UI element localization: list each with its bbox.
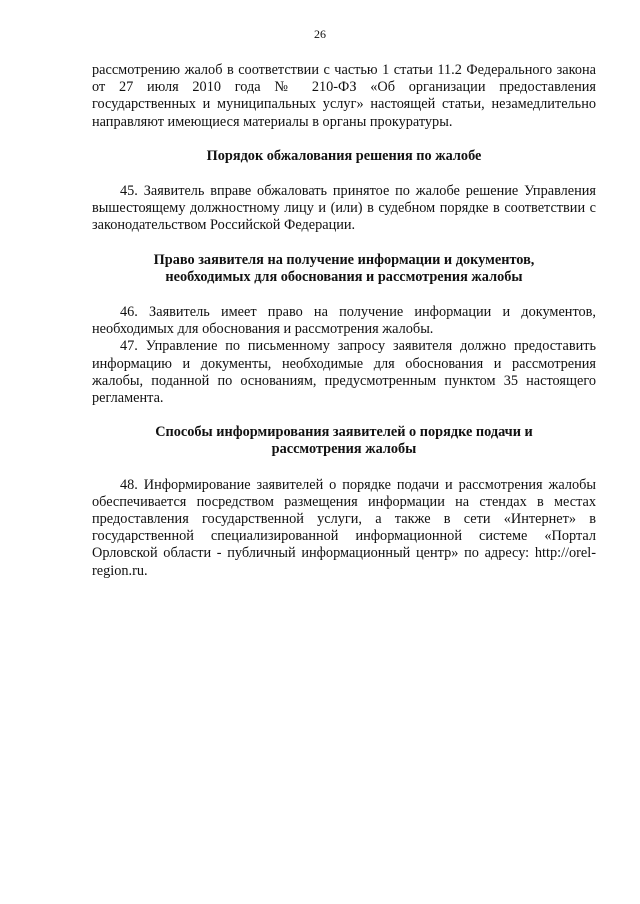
paragraph-46: 46. Заявитель имеет право на получение информации и документов, необходимых для обоснования и рассмотрения жалобы. bbox=[92, 304, 596, 338]
heading-line: Способы информирования заявителей о порядке подачи и bbox=[155, 424, 533, 441]
heading-informing-methods bbox=[92, 424, 596, 458]
paragraph-continuation-prosecutor: рассмотрению жалоб в соответствии с частью 1 статьи 11.2 Федерального закона от 27 июля 2010 года № 210-ФЗ «Об организации предоставления государственных и муниципальных услуг» настоящей статьи, незамедлительно направляют имеющиеся материалы в органы прокуратуры. bbox=[92, 62, 596, 130]
document-body bbox=[92, 62, 596, 580]
heading-line: рассмотрения жалобы bbox=[271, 441, 417, 458]
page-number: 26 bbox=[314, 27, 326, 41]
heading-line: необходимых для обоснования и рассмотрения жалобы bbox=[165, 268, 523, 285]
heading-appeal-procedure bbox=[92, 148, 596, 165]
heading-right-to-information bbox=[92, 252, 596, 286]
paragraph-45: 45. Заявитель вправе обжаловать принятое по жалобе решение Управления вышестоящему должностному лицу и (или) в судебном порядке в соответствии с законодательством Российской Федерации. bbox=[92, 183, 596, 234]
heading-line: Право заявителя на получение информации и документов, bbox=[153, 251, 535, 268]
paragraph-47: 47. Управление по письменному запросу заявителя должно предоставить информацию и документы, необходимые для обоснования и рассмотрения жалобы, поданной по основаниям, предусмотренным пунктом 35 настоящего регламента. bbox=[92, 338, 596, 407]
heading-line: Порядок обжалования решения по жалобе bbox=[206, 147, 482, 164]
paragraph-48: 48. Информирование заявителей о порядке подачи и рассмотрения жалобы обеспечивается посредством размещения информации на стендах в местах предоставления государственной услуги, а также в сети «Интернет» в государственной специализированной информационной системе «Портал Орловской области - публичный информационный центр» по адресу: http://orel-region.ru. bbox=[92, 476, 596, 579]
